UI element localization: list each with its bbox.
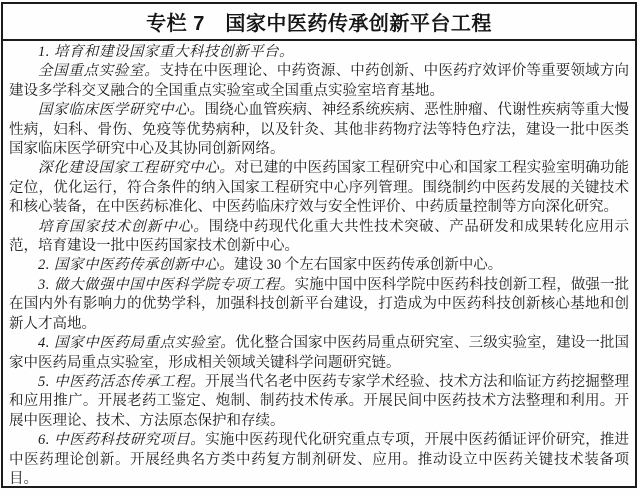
panel-body: [3, 41, 635, 489]
paragraph-text: 实施中医药现代化研究重点专项，开展中医药循证评价研究，推进中医药理论创新。开展经典名方类中药复方制剂研发、应用。推动设立中医药关键技术装备项目。: [9, 432, 630, 487]
paragraph-lead: 培育国家技术创新中心。: [38, 218, 209, 235]
paragraph: [9, 62, 629, 101]
panel-title-row: [3, 4, 635, 41]
paragraph: [9, 218, 629, 257]
paragraph-text: 建设 30 个左右国家中医药传承创新中心。: [234, 257, 503, 274]
paragraph-lead: 5. 中医药活态传承工程。: [38, 373, 206, 390]
paragraph-text: 围绕心血管疾病、神经系统疾病、恶性肿瘤、代谢性疾病等重大慢性病，妇科、骨伤、免疫等优势病种，以及针灸、其他非药物疗法等特色疗法，建设一批中医类国家临床医学研究中心及其协同创新网络。: [9, 102, 630, 158]
paragraph: [9, 373, 629, 431]
paragraph-text: 优化整合国家中医药局重点研究室、三级实验室，建设一批国家中医药局重点实验室，形成相关领域关键科学问题研究链。: [9, 335, 630, 371]
paragraph: [9, 101, 629, 159]
paragraph: [9, 276, 629, 334]
paragraph-lead: 4. 国家中医药局重点实验室。: [38, 335, 236, 352]
column-panel: [1, 2, 637, 488]
paragraph-text: 对已建的中医药国家工程研究中心和国家工程实验室明确功能定位，优化运行，符合条件的纳入国家工程研究中心序列管理。围绕制约中医药发展的关键技术和核心装备，在中医药标准化、中医药临床疗效与安全性评价、中药质量控制等方向深化研究。: [9, 160, 629, 216]
paragraph-lead: 3. 做大做强中国中医科学院专项工程。: [38, 276, 295, 293]
paragraph-lead: 深化建设国家工程研究中心。: [38, 160, 235, 177]
paragraph-lead: 1. 培育和建设国家重大科技创新平台。: [38, 44, 294, 60]
paragraph-text: 开展当代名老中医药专家学术经验、技术方法和临证方药挖掘整理和应用推广。开展老药工鉴定、炮制、制药技术传承。开展民间中医药技术方法整理和利用。开展中医理论、技术、方法原态保护和存续。: [9, 373, 630, 429]
paragraph: [9, 43, 629, 62]
paragraph-text: 支持在中医理论、中药资源、中药创新、中医药疗效评价等重要领域方向建设多学科交叉融合的全国重点实验室或全国重点实验室培育基地。: [9, 63, 629, 99]
panel-title: 专栏 7 国家中医药传承创新平台工程: [146, 13, 492, 35]
paragraph-lead: 国家临床医学研究中心。: [38, 102, 205, 119]
paragraph-lead: 2. 国家中医药传承创新中心。: [38, 257, 234, 274]
paragraph-lead: 6. 中医药科技研究项目。: [38, 432, 206, 449]
paragraph-text: 实施中国中医科学院中医药科技创新工程，做强一批在国内外有影响力的优势学科，加强科技创新平台建设，打造成为中医药科技创新核心基地和创新人才高地。: [9, 276, 630, 332]
paragraph: [9, 334, 629, 373]
paragraph: [9, 431, 629, 489]
paragraph: [9, 256, 629, 275]
paragraph: [9, 159, 629, 217]
paragraph-lead: 全国重点实验室。: [38, 63, 160, 80]
paragraph-text: 围绕中药现代化重大共性技术突破、产品研发和成果转化应用示范，培育建设一批中医药国家技术创新中心。: [9, 218, 630, 255]
